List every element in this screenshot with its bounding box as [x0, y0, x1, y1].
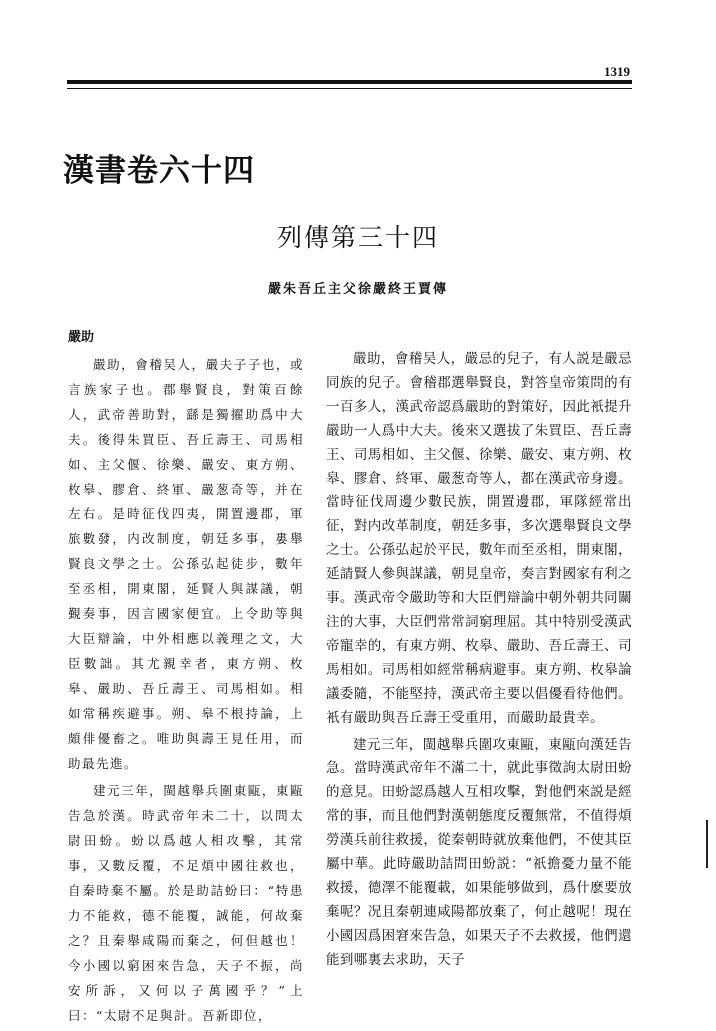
left-column: [68, 326, 304, 1031]
scan-edge-mark: [706, 820, 708, 868]
left-paragraph: 嚴助，會稽吴人，嚴夫子子也，或言族家子也。郡舉賢良，對策百餘人，武帝善助對，繇是獨擢助爲中大夫。後得朱買臣、吾丘壽王、司馬相如、主父偃、徐樂、嚴安、東方朔、枚皋、膠倉、終軍、嚴葱奇等，并在左右。是時征伐四夷，開置邊郡，軍旅數發，内改制度，朝廷多事，婁舉賢良文學之士。公孫弘起徒步，數年至丞相，開東閣，延賢人與謀議，朝覲奏事，因言國家便宜。上令助等與大臣辯論，中外相應以義理之文，大臣數詘。其尤親幸者，東方朔、枚皋、嚴助、吾丘壽王、司馬相如。相如常稱疾避事。朔、皋不根持論，上頗俳優畜之。唯助與壽王見任用，而助最先進。: [68, 357, 304, 771]
left-paragraph: 建元三年，閩越舉兵圍東甌，東甌告急於漢。時武帝年未二十，以問太尉田蚡。蚡以爲越人相攻擊，其常事，又數反覆，不足煩中國往救也，自秦時棄不屬。於是助詰蚡曰：“特患力不能救，德不能覆，誠能，何故棄之？且秦舉咸陽而棄之，何但越也！今小國以窮困來告急，天子不振，尚安所訴，又何以子萬國乎？”上曰：“太尉不足與計。吾新即位，: [68, 783, 304, 1023]
chapter-subtitle: 嚴朱吾丘主父徐嚴終王賈傳: [267, 282, 448, 297]
right-paragraph: 建元三年，閩越舉兵圍攻東甌，東甌向漢廷告急。當時漢武帝年不滿二十，就此事徵詢太尉田蚡的意見。田蚡認爲越人互相攻擊，對他們來説是經常的事，而且他們對漢朝態度反覆無常，不值得煩勞漢兵前往救援，從秦朝時就放棄他們，不使其臣屬中華。此時嚴助詰問田蚡説：“祇擔憂力量不能救援，德澤不能覆載，如果能够做到，爲什麽要放棄呢？况且秦朝連咸陽都放棄了，何止越呢！現在小國因爲困窘來告急，如果天子不去救援，他們還能到哪裏去求助，天子: [326, 736, 632, 968]
right-paragraph: 嚴助，會稽吴人，嚴忌的兒子，有人説是嚴忌同族的兒子。會稽郡選舉賢良，對答皇帝策問的有一百多人，漢武帝認爲嚴助的對策好，因此衹提升嚴助一人爲中大夫。後來又選拔了朱買臣、吾丘壽王、司馬相如、主父偃、徐樂、嚴安、東方朔、枚皋、膠倉、終軍、嚴葱奇等人，都在漢武帝身邊。當時征伐周邊少數民族，開置邊郡，軍隊經常出征，對内改革制度，朝廷多事，多次選舉賢良文學之士。公孫弘起於平民，數年而至丞相，開東閣，延請賢人參與謀議，朝見皇帝，奏言對國家有利之事。漢武帝令嚴助等和大臣們辯論中朝外朝共同關注的大事，大臣們常常詞窮理屈。其中特别受漢武帝寵幸的，有東方朔、枚皋、嚴助、吾丘壽王、司馬相如。司馬相如經常稱病避事。東方朔、枚皋論議委隨，不能堅持，漢武帝主要以倡優看待他們。衹有嚴助與吾丘壽王受重用，而嚴助最貴幸。: [326, 351, 632, 726]
volume-title: 漢書卷六十四: [63, 153, 255, 189]
header-rule-thin: [67, 88, 632, 89]
right-column: [326, 326, 632, 976]
section-heading: 嚴助: [68, 330, 95, 345]
page-number: 1319: [604, 64, 630, 79]
chapter-title: 列傳第三十四: [276, 223, 439, 252]
header-rule-thick: [67, 80, 632, 84]
